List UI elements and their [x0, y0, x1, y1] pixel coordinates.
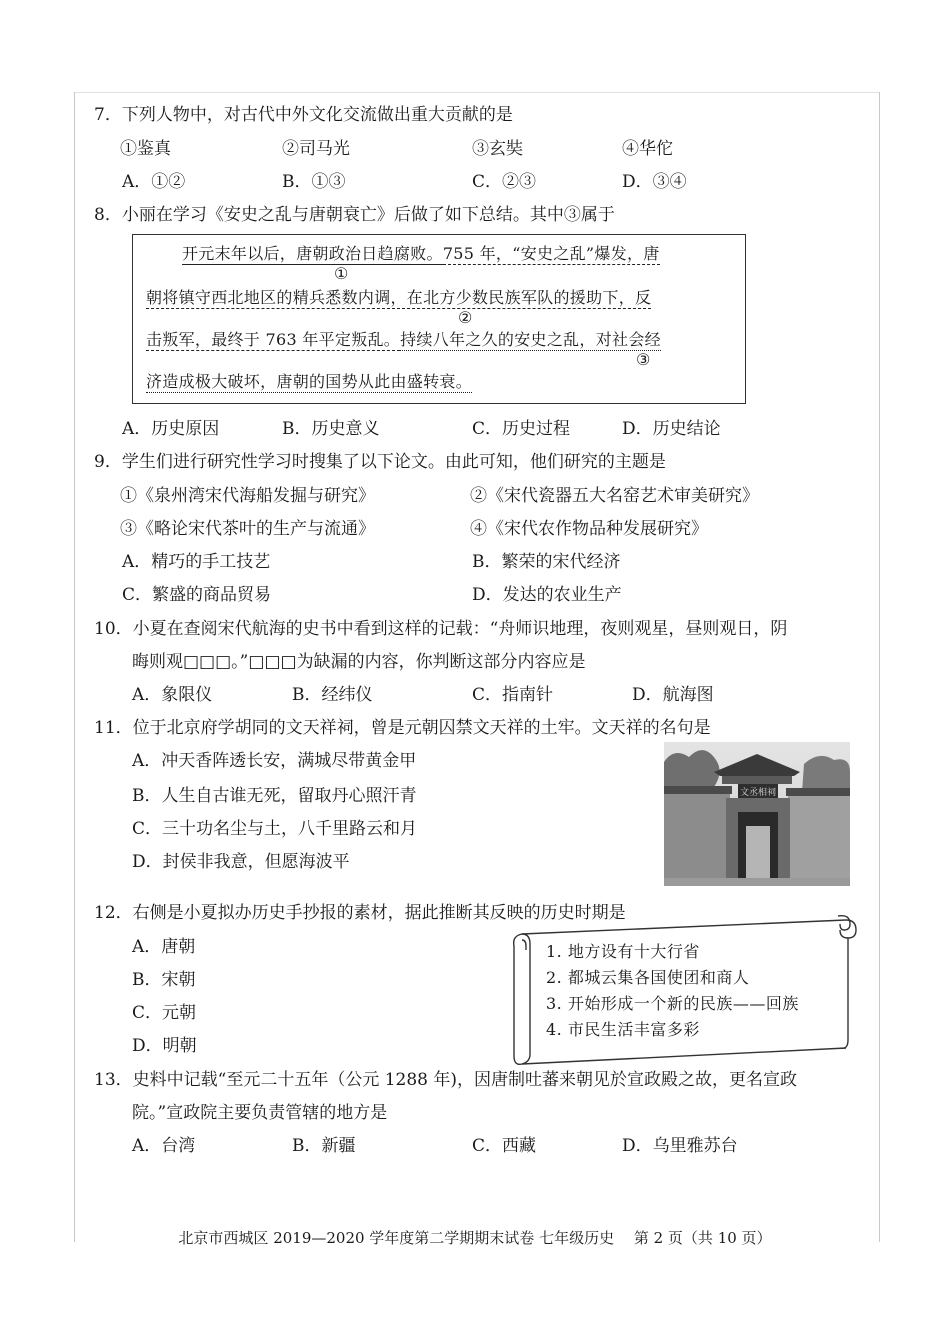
q11-stem: 11．位于北京府学胡同的文天祥祠，曾是元朝囚禁文天祥的土牢。文天祥的名句是 [94, 718, 711, 738]
q7-option-d[interactable]: D．③④ [622, 172, 687, 192]
q7-option-b[interactable]: B．①③ [282, 172, 346, 192]
page-footer: 北京市西城区 2019—2020 学年度第二学期期末试卷 七年级历史 第 2 页（共 10 页） [178, 1229, 772, 1247]
q7-stem: 7．下列人物中，对古代中外文化交流做出重大贡献的是 [94, 105, 513, 125]
q10-option-a[interactable]: A．象限仪 [132, 685, 213, 705]
q9-option-a[interactable]: A．精巧的手工技艺 [122, 552, 271, 572]
q8-segment-2b: 朝将镇守西北地区的精兵悉数内调，在北方少数民族军队的援助下，反 [146, 288, 652, 307]
page-border-top [74, 92, 880, 93]
q8-box-line-3 [146, 330, 661, 350]
q8-segment-3b: 济造成极大破坏，唐朝的国势从此由盛转衰。 [146, 372, 473, 391]
wen-tianxiang-shrine-photo [664, 742, 850, 886]
q13-option-c[interactable]: C．西藏 [472, 1136, 537, 1156]
scroll-item-4: 4. 市民生活丰富多彩 [546, 1020, 700, 1039]
q11-option-d[interactable]: D．封侯非我意，但愿海波平 [132, 852, 350, 872]
scroll-item-1: 1. 地方设有十大行省 [546, 942, 700, 961]
q12-option-c[interactable]: C．元朝 [132, 1003, 197, 1023]
q12-stem: 12．右侧是小夏拟办历史手抄报的素材，据此推断其反映的历史时期是 [94, 903, 626, 923]
q9-option-c[interactable]: C．繁盛的商品贸易 [122, 585, 272, 605]
q10-stem-line-2: 晦则观□□□。”□□□为缺漏的内容，你判断这部分内容应是 [132, 652, 586, 672]
q10-option-b[interactable]: B．经纬仪 [292, 685, 373, 705]
page-border-left [74, 92, 75, 1242]
q8-segment-1: 开元末年以后，唐朝政治日趋腐败。 [182, 244, 443, 263]
q11-option-b[interactable]: B．人生自古谁无死，留取丹心照汗青 [132, 786, 417, 806]
q8-option-c[interactable]: C．历史过程 [472, 419, 571, 439]
q8-mark-1: ① [334, 264, 349, 283]
q11-option-a[interactable]: A．冲天香阵透长安，满城尽带黄金甲 [132, 751, 417, 771]
q9-stem: 9．学生们进行研究性学习时搜集了以下论文。由此可知，他们研究的主题是 [94, 452, 666, 472]
q10-stem-line-1: 10．小夏在查阅宋代航海的史书中看到这样的记载：“舟师识地理，夜则观星，昼则观日，阴 [94, 619, 788, 639]
q8-option-a[interactable]: A．历史原因 [122, 419, 220, 439]
q7-option-c[interactable]: C．②③ [472, 172, 537, 192]
q13-stem-line-1: 13．史料中记载“至元二十五年（公元 1288 年)，因唐制吐蕃来朝见於宣政殿之故，更名宣政 [94, 1070, 798, 1090]
q12-option-b[interactable]: B．宋朝 [132, 970, 196, 990]
q11-option-c[interactable]: C．三十功名尘与土，八千里路云和月 [132, 819, 418, 839]
q12-option-d[interactable]: D．明朝 [132, 1036, 197, 1056]
q7-option-a[interactable]: A．①② [122, 172, 186, 192]
q8-mark-2: ② [458, 308, 473, 327]
q8-box-line-2 [146, 288, 651, 308]
q9-option-b[interactable]: B．繁荣的宋代经济 [472, 552, 621, 572]
q8-mark-3: ③ [636, 350, 651, 369]
q9-option-d[interactable]: D．发达的农业生产 [472, 585, 622, 605]
scroll-item-3: 3. 开始形成一个新的民族——回族 [546, 994, 799, 1013]
q8-segment-2c: 击叛军，最终于 763 年平定叛乱。 [146, 330, 401, 349]
q8-box-line-1 [182, 244, 660, 264]
q8-segment-2a: 755 年，“安史之乱”爆发，唐 [442, 244, 660, 263]
history-scroll-frame [508, 910, 858, 1068]
q8-segment-3a: 持续八年之久的安史之乱，对社会经 [400, 330, 661, 349]
q9-item-1: ①《泉州湾宋代海船发掘与研究》 [120, 486, 375, 506]
q13-stem-line-2: 院。”宣政院主要负责管辖的地方是 [132, 1103, 388, 1123]
q8-option-d[interactable]: D．历史结论 [622, 419, 721, 439]
q13-option-d[interactable]: D．乌里雅苏台 [622, 1136, 738, 1156]
shrine-plaque-text: 文丞相祠 [739, 788, 777, 798]
q13-option-a[interactable]: A．台湾 [132, 1136, 196, 1156]
scroll-item-2: 2. 都城云集各国使团和商人 [546, 968, 750, 987]
q12-option-a[interactable]: A．唐朝 [132, 937, 196, 957]
page-border-right [879, 92, 880, 1242]
q7-item-2: ②司马光 [282, 139, 350, 159]
q9-item-3: ③《略论宋代茶叶的生产与流通》 [120, 519, 375, 539]
q7-item-3: ③玄奘 [472, 139, 523, 159]
q13-option-b[interactable]: B．新疆 [292, 1136, 356, 1156]
q8-option-b[interactable]: B．历史意义 [282, 419, 380, 439]
q8-box-line-4 [146, 372, 472, 392]
q10-option-d[interactable]: D．航海图 [632, 685, 714, 705]
q10-option-c[interactable]: C．指南针 [472, 685, 554, 705]
q8-stem: 8．小丽在学习《安史之乱与唐朝衰亡》后做了如下总结。其中③属于 [94, 205, 615, 225]
q7-item-4: ④华佗 [622, 139, 673, 159]
q9-item-4: ④《宋代农作物品种发展研究》 [470, 519, 708, 539]
q7-item-1: ①鉴真 [120, 139, 171, 159]
q9-item-2: ②《宋代瓷器五大名窑艺术审美研究》 [470, 486, 759, 506]
